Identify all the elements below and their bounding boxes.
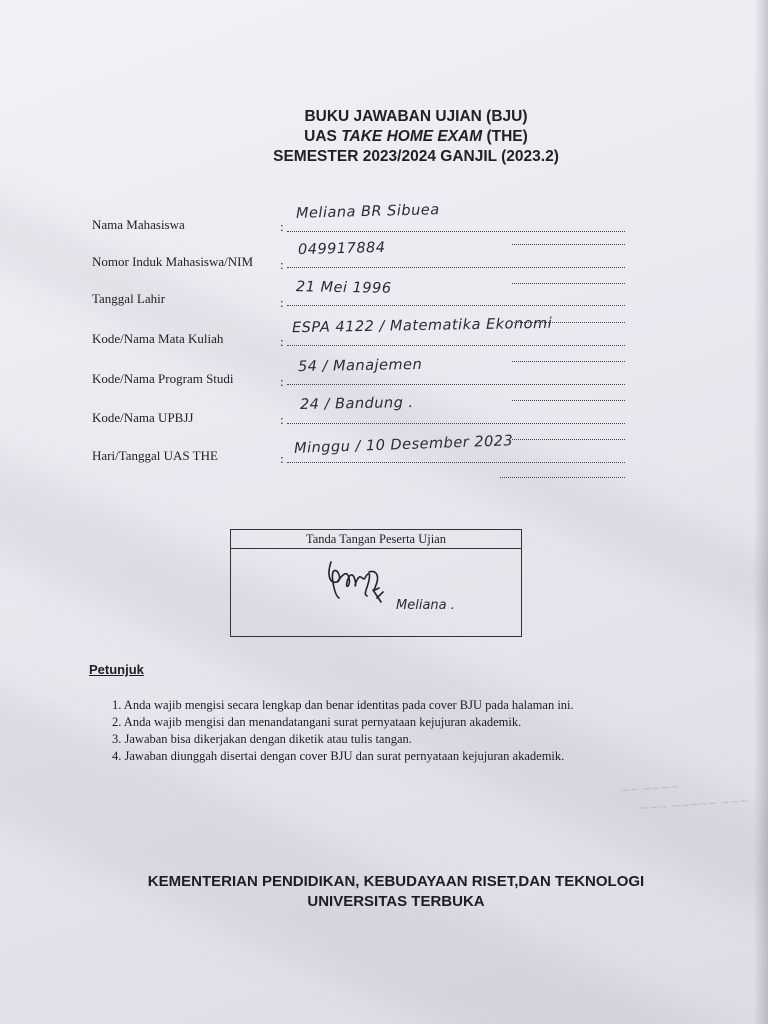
dotted-line bbox=[500, 477, 625, 478]
field-colon: : bbox=[280, 412, 284, 427]
field-value-tanggal-lahir: 21 Mei 1996 bbox=[295, 279, 392, 297]
instruction-item: 4. Jawaban diunggah disertai dengan cover BJU dan surat pernyataan kejujuran akademik. bbox=[112, 749, 565, 763]
field-label-nim: Nomor Induk Mahasiswa/NIM bbox=[92, 254, 254, 269]
field-label-nama: Nama Mahasiswa bbox=[92, 217, 185, 232]
footer-line-2: UNIVERSITAS TERBUKA bbox=[307, 893, 485, 910]
dotted-line bbox=[287, 345, 625, 346]
field-value-upbjj: 24 / Bandung . bbox=[299, 395, 414, 413]
dotted-line bbox=[512, 361, 625, 362]
field-label-tanggal-lahir: Tanggal Lahir bbox=[92, 291, 166, 306]
signature-box-title: Tanda Tangan Peserta Ujian bbox=[231, 530, 521, 549]
instruction-item: 3. Jawaban bisa dikerjakan dengan diketik atau tulis tangan. bbox=[112, 732, 412, 746]
field-colon: : bbox=[280, 451, 284, 466]
bleed-through-mark: ~~ ~~~~ bbox=[619, 779, 680, 798]
signature-box bbox=[230, 529, 522, 637]
header-line-3: SEMESTER 2023/2024 GANJIL (2023.2) bbox=[273, 148, 559, 165]
bleed-through-mark: ~~~ ~~~~~ ~~~ bbox=[639, 794, 749, 815]
header-line-2: UAS TAKE HOME EXAM (THE) bbox=[304, 128, 528, 145]
footer-line-1: KEMENTERIAN PENDIDIKAN, KEBUDAYAAN RISET,DAN TEKNOLOGI bbox=[147, 873, 645, 890]
dotted-line bbox=[512, 439, 625, 440]
field-value-program-studi: 54 / Manajemen bbox=[297, 356, 423, 376]
dotted-line bbox=[287, 305, 625, 306]
instructions-list bbox=[112, 697, 574, 765]
dotted-line bbox=[512, 244, 625, 245]
header-line-1: BUKU JAWABAN UJIAN (BJU) bbox=[304, 108, 528, 125]
field-label-upbjj: Kode/Nama UPBJJ bbox=[92, 410, 194, 425]
dotted-line bbox=[512, 400, 625, 401]
dotted-line bbox=[287, 267, 625, 268]
instruction-item: 2. Anda wajib mengisi dan menandatangani surat pernyataan kejujuran akademik. bbox=[112, 715, 522, 729]
signature-name: Meliana . bbox=[396, 598, 455, 613]
dotted-line bbox=[287, 423, 625, 424]
exam-header bbox=[0, 107, 768, 167]
field-colon: : bbox=[280, 374, 284, 389]
instruction-item: 1. Anda wajib mengisi secara lengkap dan benar identitas pada cover BJU pada halaman ini. bbox=[112, 698, 574, 712]
field-colon: : bbox=[280, 334, 284, 349]
field-value-nama: Meliana BR Sibuea bbox=[295, 202, 440, 222]
dotted-line bbox=[287, 231, 625, 232]
dotted-line bbox=[287, 384, 625, 385]
dotted-line bbox=[512, 283, 625, 284]
instructions-title: Petunjuk bbox=[89, 662, 144, 677]
institution-footer bbox=[0, 872, 768, 912]
field-colon: : bbox=[280, 257, 284, 272]
field-colon: : bbox=[280, 295, 284, 310]
field-label-program-studi: Kode/Nama Program Studi bbox=[92, 371, 234, 386]
field-colon: : bbox=[280, 219, 284, 234]
field-value-hari-tanggal: Minggu / 10 Desember 2023 bbox=[293, 433, 514, 457]
field-label-hari-tanggal: Hari/Tanggal UAS THE bbox=[92, 448, 218, 463]
field-value-mata-kuliah: ESPA 4122 / Matematika Ekonomi bbox=[291, 315, 553, 337]
field-label-mata-kuliah: Kode/Nama Mata Kuliah bbox=[92, 331, 224, 346]
signature-scribble bbox=[323, 552, 393, 610]
field-value-nim: 049917884 bbox=[297, 239, 386, 259]
dotted-line bbox=[287, 462, 625, 463]
